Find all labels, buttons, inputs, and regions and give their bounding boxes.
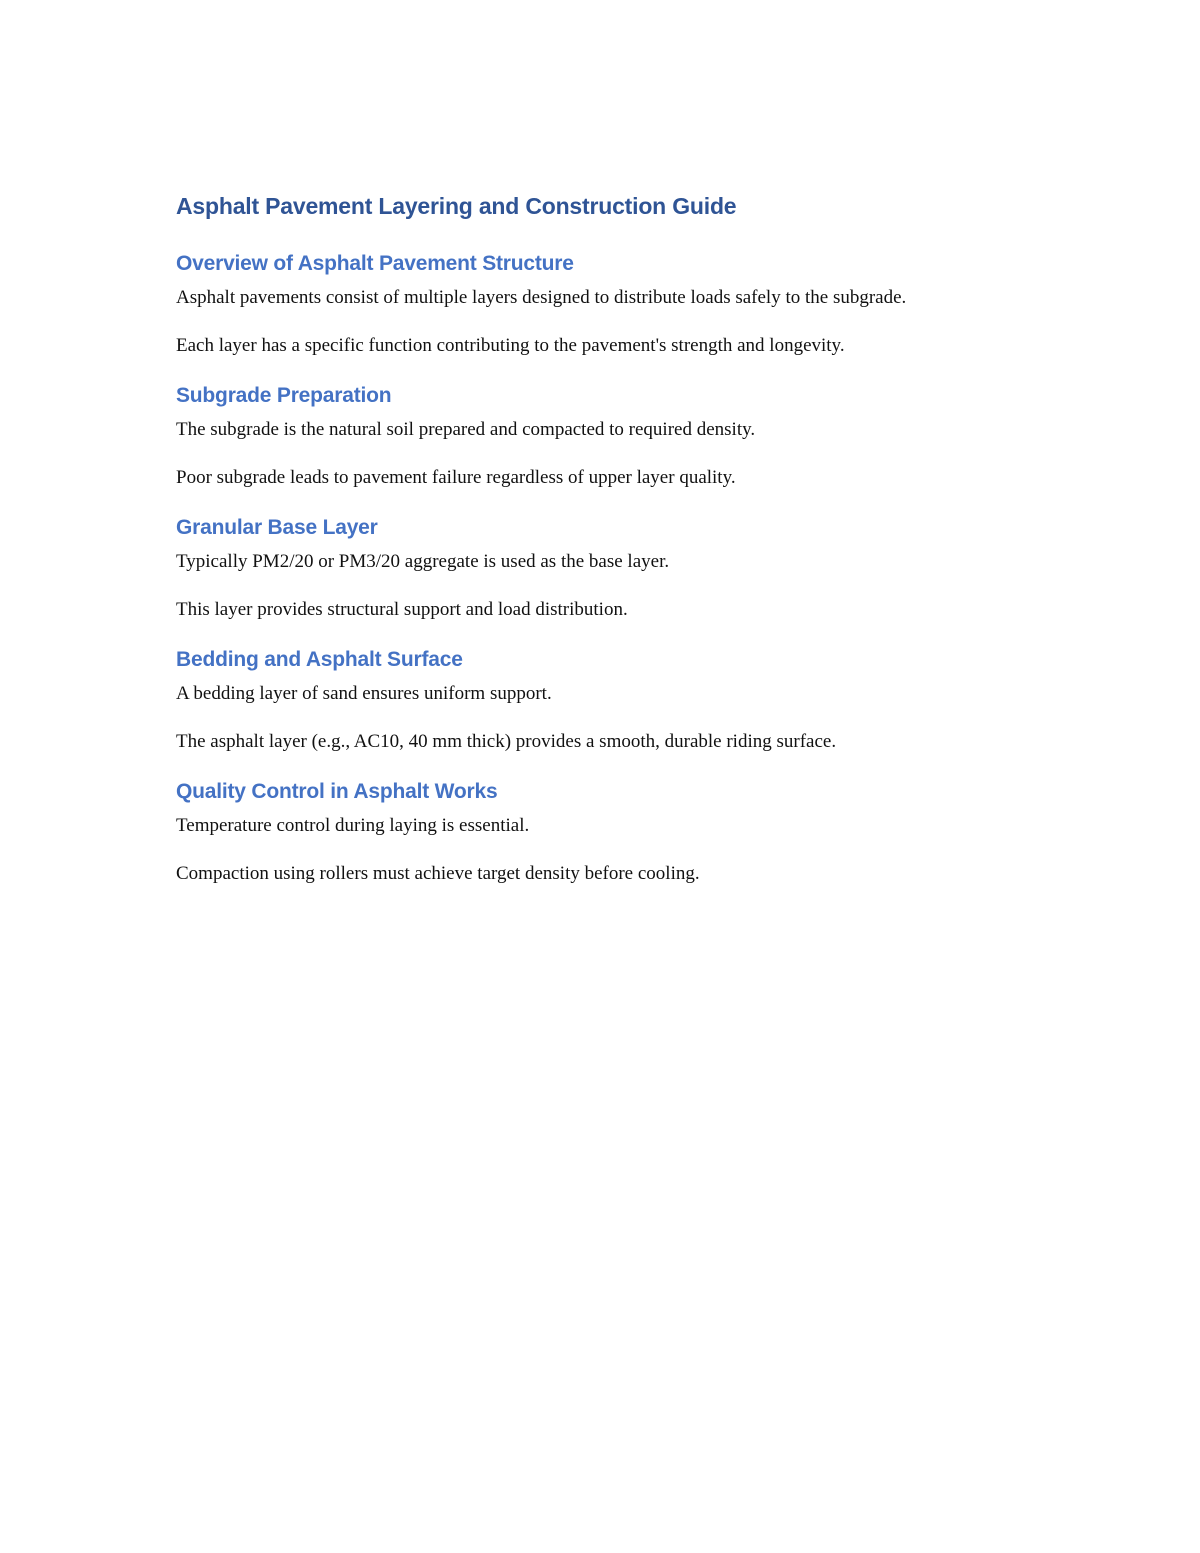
document-body (176, 190, 1026, 909)
paragraph: Asphalt pavements consist of multiple layers designed to distribute loads safely to the subgrade. (176, 287, 907, 308)
paragraph: Typically PM2/20 or PM3/20 aggregate is used as the base layer. (176, 551, 670, 572)
paragraph: The subgrade is the natural soil prepared and compacted to required density. (176, 419, 756, 440)
paragraph: A bedding layer of sand ensures uniform support. (176, 683, 552, 704)
paragraph: Poor subgrade leads to pavement failure regardless of upper layer quality. (176, 467, 736, 488)
paragraph: Compaction using rollers must achieve target density before cooling. (176, 863, 700, 884)
section-granular-base (176, 513, 1026, 624)
section-subgrade (176, 381, 1026, 492)
paragraph: Temperature control during laying is essential. (176, 815, 530, 836)
document-title: Asphalt Pavement Layering and Construction Guide (176, 193, 737, 219)
section-heading: Quality Control in Asphalt Works (176, 780, 498, 803)
section-overview (176, 249, 1026, 360)
section-bedding-asphalt (176, 645, 1026, 756)
section-heading: Bedding and Asphalt Surface (176, 648, 463, 671)
paragraph: The asphalt layer (e.g., AC10, 40 mm thick) provides a smooth, durable riding surface. (176, 731, 837, 752)
paragraph: This layer provides structural support and load distribution. (176, 599, 628, 620)
section-quality-control (176, 777, 1026, 888)
section-heading: Granular Base Layer (176, 516, 378, 539)
paragraph: Each layer has a specific function contributing to the pavement's strength and longevity. (176, 335, 845, 356)
section-heading: Subgrade Preparation (176, 384, 392, 407)
section-heading: Overview of Asphalt Pavement Structure (176, 252, 574, 275)
